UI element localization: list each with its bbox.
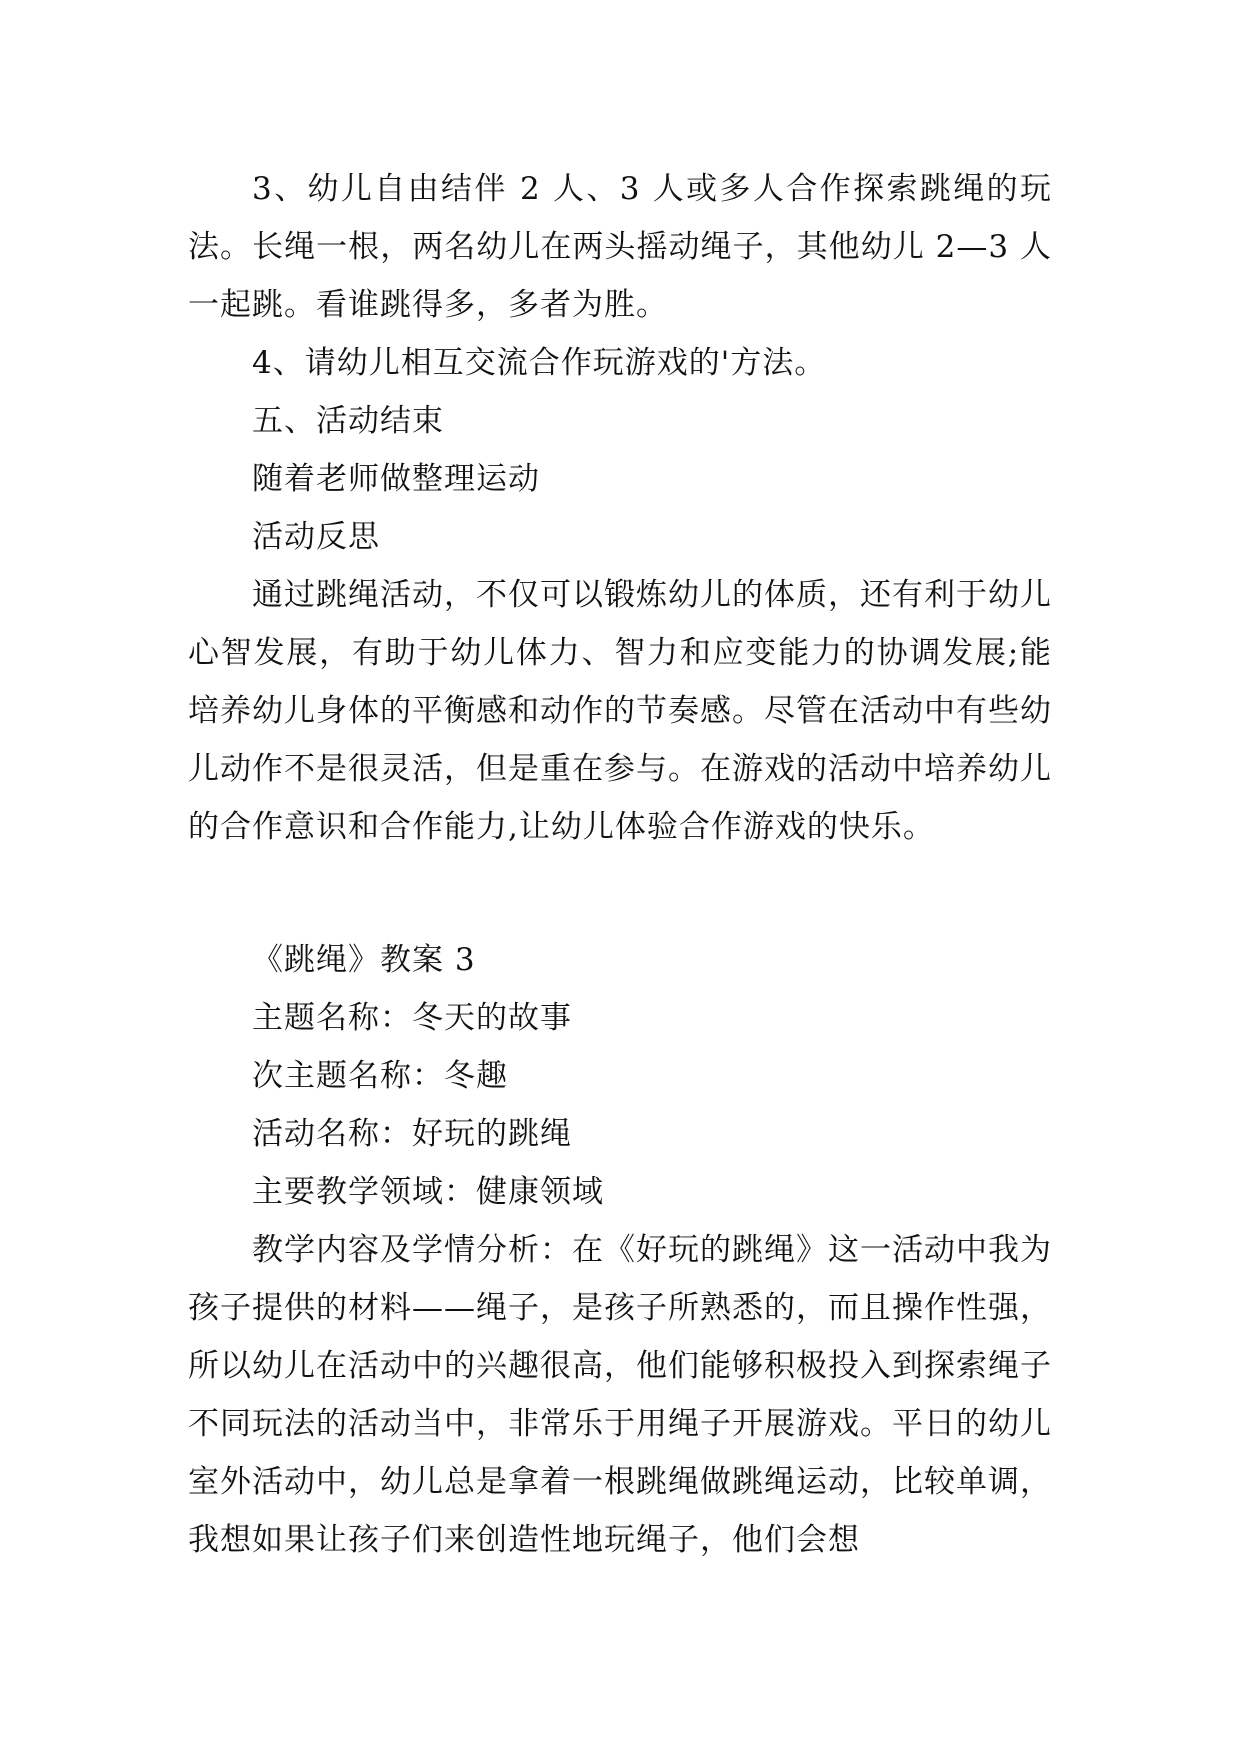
paragraph-activity-step-3: 3、幼儿自由结伴 2 人、3 人或多人合作探索跳绳的玩法。长绳一根，两名幼儿在两头摇动绳子，其他幼儿 2—3 人一起跳。看谁跳得多，多者为胜。 [188, 171, 1052, 323]
heading-activity-end: 五、活动结束 [252, 403, 444, 439]
sub-theme-name: 次主题名称：冬趣 [252, 1058, 508, 1094]
paragraph-cooldown: 随着老师做整理运动 [252, 461, 540, 497]
theme-name: 主题名称：冬天的故事 [252, 1000, 572, 1036]
activity-name: 活动名称：好玩的跳绳 [252, 1116, 572, 1152]
heading-reflection: 活动反思 [252, 519, 380, 555]
paragraph-reflection: 通过跳绳活动，不仅可以锻炼幼儿的体质，还有利于幼儿心智发展，有助于幼儿体力、智力和应变能力的协调发展;能培养幼儿身体的平衡感和动作的节奏感。尽管在活动中有些幼儿动作不是很灵活，但是重在参与。在游戏的活动中培养幼儿的合作意识和合作能力,让幼儿体验合作游戏的快乐。 [188, 577, 1052, 845]
lesson-plan-title: 《跳绳》教案 3 [252, 942, 476, 978]
paragraph-content-analysis: 教学内容及学情分析：在《好玩的跳绳》这一活动中我为孩子提供的材料——绳子，是孩子所熟悉的，而且操作性强，所以幼儿在活动中的兴趣很高，他们能够积极投入到探索绳子不同玩法的活动当中，非常乐于用绳子开展游戏。平日的幼儿室外活动中，幼儿总是拿着一根跳绳做跳绳运动，比较单调，我想如果让孩子们来创造性地玩绳子，他们会想 [188, 1232, 1052, 1558]
document-body [188, 160, 1052, 1569]
section-gap [188, 856, 1052, 931]
paragraph-activity-step-4: 4、请幼儿相互交流合作玩游戏的'方法。 [252, 345, 827, 381]
teaching-domain: 主要教学领域：健康领域 [252, 1174, 604, 1210]
